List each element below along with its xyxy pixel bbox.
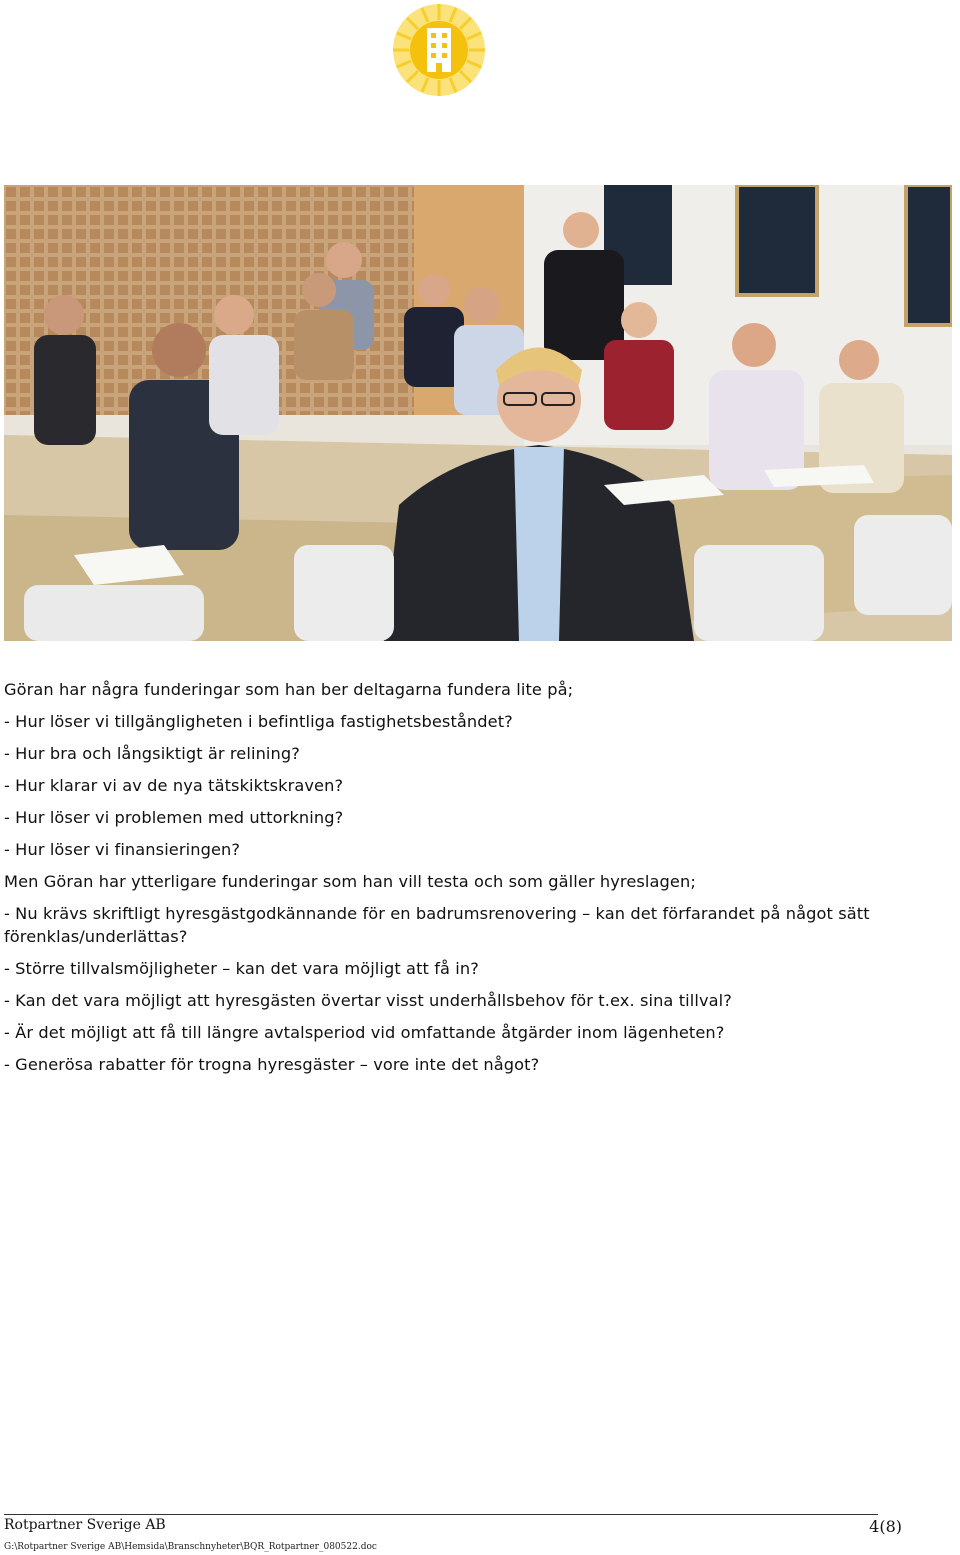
page-number: 4(8)	[869, 1517, 902, 1536]
question-item: - Nu krävs skriftligt hyresgästgodkännande för en badrumsrenovering – kan det förfarandet på något sätt förenklas/underlättas?	[4, 904, 870, 946]
question-item: - Är det möjligt att få till längre avtalsperiod vid omfattande åtgärder inom lägenheten?	[4, 1023, 725, 1042]
question-item: - Kan det vara möjligt att hyresgästen övertar visst underhållsbehov för t.ex. sina tillval?	[4, 991, 732, 1010]
question-item: - Hur löser vi tillgängligheten i befintliga fastighetsbeståndet?	[4, 712, 513, 731]
intro-paragraph: Göran har några funderingar som han ber deltagarna fundera lite på;	[4, 680, 574, 699]
footer-file-path: G:\Rotpartner Sverige AB\Hemsida\Branschnyheter\BQR_Rotpartner_080522.doc	[4, 1542, 377, 1552]
question-item: - Generösa rabatter för trogna hyresgäster – vore inte det något?	[4, 1055, 540, 1074]
question-item: - Hur löser vi problemen med uttorkning?	[4, 808, 344, 827]
article-body	[4, 674, 954, 1081]
footer-company: Rotpartner Sverige AB	[4, 1517, 166, 1533]
question-item: - Större tillvalsmöjligheter – kan det vara möjligt att få in?	[4, 959, 479, 978]
question-item: - Hur bra och långsiktigt är relining?	[4, 744, 300, 763]
meeting-photo	[4, 185, 952, 641]
footer-divider	[4, 1514, 878, 1515]
second-intro-paragraph: Men Göran har ytterligare funderingar som han vill testa och som gäller hyreslagen;	[4, 872, 696, 891]
company-logo	[391, 2, 487, 98]
question-item: - Hur klarar vi av de nya tätskiktskraven?	[4, 776, 344, 795]
sun-building-logo-icon	[391, 2, 487, 98]
question-item: - Hur löser vi finansieringen?	[4, 840, 241, 859]
